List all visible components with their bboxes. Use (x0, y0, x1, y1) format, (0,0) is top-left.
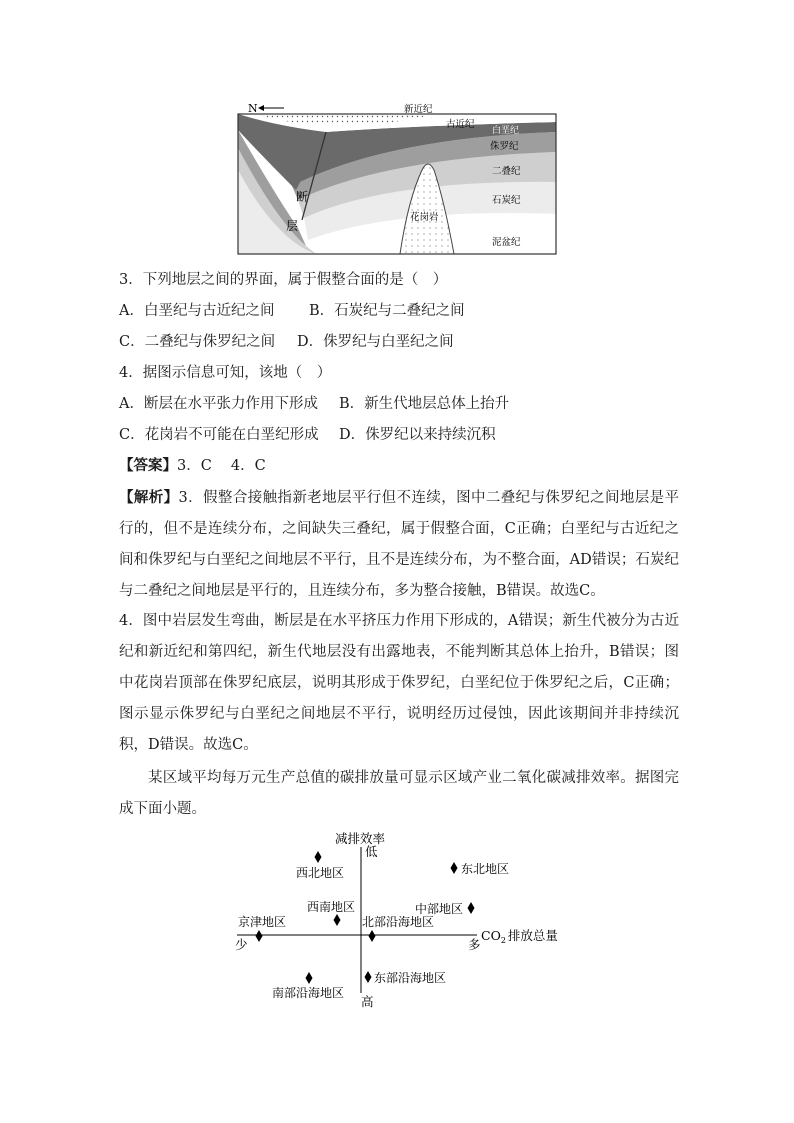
fault-label-1: 断 (296, 190, 309, 204)
marker-north-coast (369, 930, 376, 942)
jurassic-label: 侏罗纪 (490, 141, 519, 152)
y-low-label: 低 (365, 844, 378, 859)
granite-label: 花岗岩 (410, 212, 439, 223)
analysis-label: 【解析】 (119, 489, 179, 506)
label-northeast: 东北地区 (461, 862, 510, 876)
marker-south-coast (306, 972, 313, 984)
paleogene-label: 古近纪 (446, 119, 475, 130)
answer-line (119, 456, 266, 476)
label-southwest: 西南地区 (307, 900, 356, 914)
answer-text: 3．C 4．C (177, 458, 266, 474)
emission-efficiency-figure (225, 825, 575, 1015)
analysis-q3: 3．假整合接触指新老地层平行但不连续，图中二叠纪与侏罗纪之间地层是平行的，但不是连续分布，之间缺失三叠纪，属于假整合面，C正确；白垩纪与古近纪之间和侏罗纪与白垩纪之间地层不平行，且不是连续分布，为不整合面，AD错误；石炭纪与二叠纪之间地层是平行的，且连续分布，多为整合接触，B错误。故选C。 (119, 490, 679, 599)
x-axis-title (481, 928, 558, 945)
cretaceous-label: 白垩纪 (492, 126, 520, 136)
intro-paragraph: 某区域平均每万元生产总值的碳排放量可显示区域产业二氧化碳减排效率。据图完成下面小题。 (119, 770, 679, 817)
q3-option-b: B．石炭纪与二叠纪之间 (309, 303, 465, 319)
analysis-paragraph-4: 4．图中岩层发生弯曲，断层是在水平挤压力作用下形成的，A错误；新生代被分为古近纪和新近纪和第四纪，新生代地层没有出露地表，不能判断其总体上抬升，B错误；图中花岗岩顶部在侏罗纪底层，说明其形成于侏罗纪，白垩纪位于侏罗纪之后，C正确；图示显示侏罗纪与白垩纪之间地层不平行，说明经历过侵蚀，因此该期间并非持续沉积，D错误。故选C。 (119, 613, 679, 753)
geologic-section-figure (236, 100, 558, 256)
answer-label: 【答案】 (119, 457, 177, 474)
carboniferous-label: 石炭纪 (492, 195, 521, 206)
marker-northwest (315, 851, 322, 863)
north-label: N (248, 102, 258, 115)
co2-label: CO (481, 928, 501, 943)
label-south-coast: 南部沿海地区 (272, 986, 345, 1000)
marker-southwest (334, 914, 341, 926)
q3-option-d: D．侏罗纪与白垩纪之间 (297, 334, 454, 350)
q4-option-b: B．新生代地层总体上抬升 (339, 396, 510, 412)
triassic-label: 二叠纪 (492, 166, 521, 177)
label-north-coast: 北部沿海地区 (362, 915, 435, 929)
q4-option-c: C．花岗岩不可能在白垩纪形成 (119, 427, 319, 443)
north-arrow-head (258, 105, 264, 111)
q3-stem: 3．下列地层之间的界面，属于假整合面的是（ ） (119, 272, 448, 288)
label-northwest: 西北地区 (296, 866, 345, 880)
q4-stem: 4．据图示信息可知，该地（ ） (119, 365, 332, 381)
q3-option-c: C．二叠纪与侏罗纪之间 (119, 334, 276, 350)
label-central: 中部地区 (415, 902, 464, 916)
x-high-label: 多 (468, 937, 481, 952)
label-east-coast: 东部沿海地区 (374, 971, 447, 985)
analysis-paragraph-3 (119, 482, 679, 607)
y-axis-title: 减排效率 (335, 831, 386, 846)
marker-east-coast (365, 971, 372, 983)
neogene-label: 新近纪 (404, 104, 433, 115)
devonian-label: 泥盆纪 (492, 237, 521, 248)
marker-jingjin (256, 930, 263, 942)
marker-northeast (451, 862, 458, 874)
label-jingjin: 京津地区 (238, 915, 287, 929)
q3-option-a: A．白垩纪与古近纪之间 (119, 303, 275, 319)
x-axis-title-text: 排放总量 (507, 928, 558, 943)
y-high-label: 高 (361, 994, 374, 1009)
fault-label-2: 层 (286, 219, 299, 233)
marker-central (468, 902, 475, 914)
q4-option-a: A．断层在水平张力作用下形成 (119, 396, 318, 412)
x-low-label: 少 (235, 937, 248, 952)
q4-option-d: D．侏罗纪以来持续沉积 (339, 427, 496, 443)
co2-subscript: 2 (500, 936, 506, 945)
